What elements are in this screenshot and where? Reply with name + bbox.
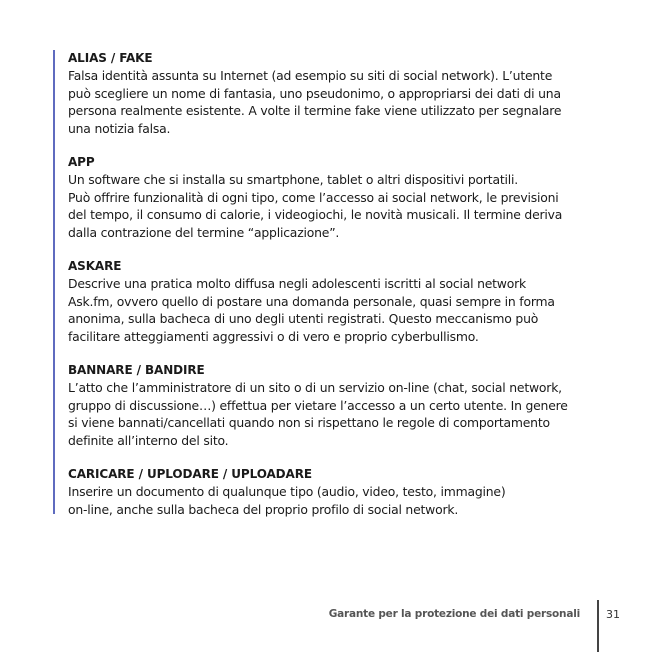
- term-heading: ASKARE: [68, 259, 122, 273]
- page-footer: [0, 600, 650, 652]
- glossary-entry-app: [68, 154, 613, 241]
- glossary-entry-askare: [68, 258, 613, 345]
- footer-divider: [597, 600, 599, 652]
- glossary-entry-alias-fake: [68, 50, 613, 137]
- term-heading: ALIAS / FAKE: [68, 51, 153, 65]
- term-heading: APP: [68, 155, 95, 169]
- glossary-entry-bannare: [68, 362, 613, 449]
- glossary-entry-caricare: [68, 466, 613, 518]
- term-heading: CARICARE / UPLODARE / UPLOADARE: [68, 467, 312, 481]
- term-heading: BANNARE / BANDIRE: [68, 363, 205, 377]
- page-number: 31: [606, 608, 620, 621]
- term-definition: Descrive una pratica molto diffusa negli adolescenti iscritti al social network Ask.fm, ovvero quello di postare una domanda personale, quasi sempre in forma anonima, sulla bacheca di uno degli utenti registrati. Questo meccanismo può facilitare atteggiamenti aggressivi o di vero e proprio cyberbullismo.: [68, 276, 555, 344]
- term-definition: L’atto che l’amministratore di un sito o di un servizio on-line (chat, social network, gruppo di discussione…) effettua per vietare l’accesso a un certo utente. In genere si viene bannati/cancellati quando non si rispettano le regole di comportamento definite all’interno del sito.: [68, 380, 568, 448]
- term-definition: Falsa identità assunta su Internet (ad esempio su siti di social network). L’utente può scegliere un nome di fantasia, uno pseudonimo, o appropriarsi dei dati di una persona realmente esistente. A volte il termine fake viene utilizzato per segnalare una notizia falsa.: [68, 68, 562, 136]
- term-definition: Inserire un documento di qualunque tipo (audio, video, testo, immagine) on-line, anche sulla bacheca del proprio profilo di social network.: [68, 484, 506, 517]
- term-definition: Un software che si installa su smartphone, tablet o altri dispositivi portatili. Può offrire funzionalità di ogni tipo, come l’accesso ai social network, le previsioni del tempo, il consumo di calorie, i videogiochi, le novità musicali. Il termine deriva dalla contrazione del termine “applicazione”.: [68, 172, 563, 240]
- glossary-section: [53, 50, 613, 517]
- publisher-name: Garante per la protezione dei dati personali: [328, 608, 580, 620]
